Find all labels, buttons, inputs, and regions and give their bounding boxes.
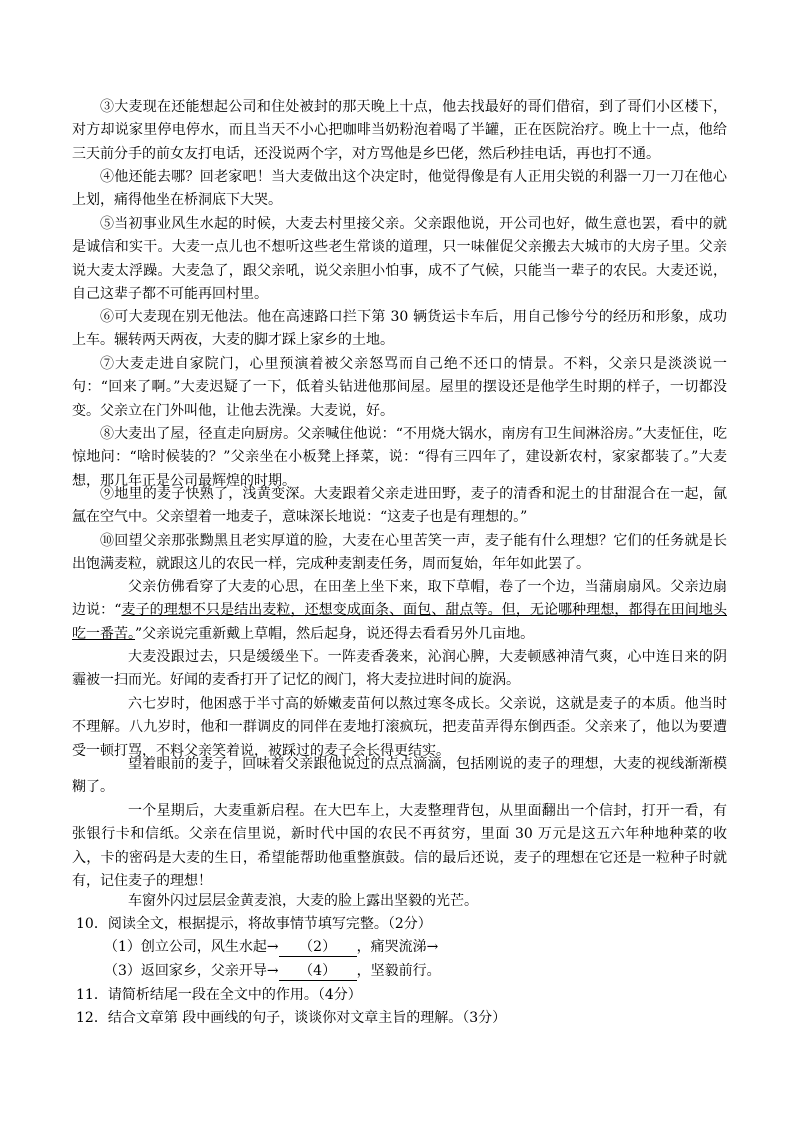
paragraph-13: 六七岁时，他困惑于半寸高的娇嫩麦苗何以熬过寒冬成长。父亲说，这就是麦子的本质。他当时不理解。八九岁时，他和一群调皮的同伴在麦地打滚疯玩，把麦苗弄得东倒西歪。父亲来了，他以为要遭受一顿打骂，不料父亲笑着说，被踩过的麦子会长得更结实。 <box>72 696 727 759</box>
q10-step-5: ，坚毅前行。 <box>356 963 441 979</box>
paragraph-4: ④他还能去哪？回老家吧！当大麦做出这个决定时，他觉得像是有人正用尖锐的利器一刀一刀在他心上划，痛得他坐在桥洞底下大哭。 <box>72 169 727 209</box>
q10-step-3b: （3）返回家乡，父亲开导→ <box>104 963 279 979</box>
paragraph-12: 大麦没跟过去，只是缓缓坐下。一阵麦香袭来，沁润心脾，大麦顿感神清气爽，心中连日来的阴霾被一扫而光。好闻的麦香打开了记忆的阀门，将大麦拉进时间的旋涡。 <box>72 649 727 689</box>
paragraph-8: ⑧大麦出了屋，径直走向厨房。父亲喊住他说：“不用烧大锅水，南房有卫生间淋浴房。”大麦怔住，吃惊地问：“啥时候装的？”父亲坐在小板凳上择菜，说：“得有三四年了，建设新农村，家家都装了。”大麦想，那几年正是公司最辉煌的时期。 <box>72 426 727 489</box>
question-10: 10．阅读全文，根据提示，将故事情节填写完整。（2分） <box>76 916 432 932</box>
paragraph-16: 车窗外闪过层层金黄麦浪，大麦的脸上露出坚毅的光芒。 <box>128 893 478 909</box>
paragraph-10: ⑩回望父亲那张黝黑且老实厚道的脸，大麦在心里苦笑一声，麦子能有什么理想？它们的任务就是长出饱满麦粒，就跟这儿的农民一样，完成种麦割麦任务，周而复始，年年如此罢了。 <box>72 533 727 573</box>
paragraph-11-tail: ”父亲说完重新戴上草帽，然后起身，说还得去看看另外几亩地。 <box>135 625 535 642</box>
answer-blank-2[interactable]: （2） <box>279 938 357 957</box>
paragraph-9: ⑨地里的麦子快熟了，浅黄变深。大麦跟着父亲走进田野，麦子的清香和泥土的甘甜混合在一起，氤氲在空气中。父亲望着一地麦子，意味深长地说：“这麦子也是有理想的。” <box>72 486 727 526</box>
paragraph-3: ③大麦现在还能想起公司和住处被封的那天晚上十点，他去找最好的哥们借宿，到了哥们小区楼下，对方却说家里停电停水，而且当天不小心把咖啡当奶粉泡着喝了半罐，正在医院治疗。晚上十一点，他给三天前分手的前女友打电话，还没说两个字，对方骂他是乡巴佬，然后秒挂电话，再也打不通。 <box>72 99 727 162</box>
q10-step-1: （1）创立公司，风生水起→ <box>104 939 279 955</box>
answer-blank-4[interactable]: （4） <box>279 962 357 981</box>
underlined-sentence: 麦子的理想不只是结出麦粒，还想变成面条、面包、甜点等。但，无论哪种理想，都得在田间地头吃一番苦。 <box>72 602 727 642</box>
q10-step-3: ，痛哭流涕→ <box>356 939 439 955</box>
paragraph-15: 一个星期后，大麦重新启程。在大巴车上，大麦整理背包，从里面翻出一个信封，打开一看，有张银行卡和信纸。父亲在信里说，新时代中国的农民不再贫穷，里面 30 万元是这五六年种地种菜的收入，卡的密码是大麦的生日，希望能帮助他重整旗鼓。信的最后还说，麦子的理想在它还是一粒种子时就有，记住麦子的理想！ <box>72 803 727 890</box>
question-10-line-2 <box>104 960 441 983</box>
paragraph-7: ⑦大麦走进自家院门，心里预演着被父亲怒骂而自己绝不还口的情景。不料，父亲只是淡淡说一句：“回来了啊。”大麦迟疑了一下，低着头钻进他那间屋。屋里的摆设还是他学生时期的样子，一切都没变。父亲立在门外叫他，让他去洗澡。大麦说，好。 <box>72 356 727 419</box>
question-11: 11．请简析结尾一段在全文中的作用。（4分） <box>76 987 362 1003</box>
paragraph-6: ⑥可大麦现在别无他法。他在高速路口拦下第 30 辆货运卡车后，用自己惨兮兮的经历和形象，成功上车。辗转两天两夜，大麦的脚才踩上家乡的土地。 <box>72 309 727 349</box>
paragraph-11 <box>72 576 727 646</box>
paragraph-11-lead: 父亲仿佛看穿了大麦的心思，在田垄上坐下来，取下草帽，卷了一个边，当蒲扇扇风。父亲边扇边说：“ <box>72 579 727 619</box>
question-12: 12．结合文章第 段中画线的句子，谈谈你对文章主旨的理解。（3分） <box>76 1010 507 1026</box>
paragraph-14: 望着眼前的麦子，回味着父亲跟他说过的点点滴滴，包括刚说的麦子的理想，大麦的视线渐渐模糊了。 <box>72 756 727 796</box>
paragraph-5: ⑤当初事业风生水起的时候，大麦去村里接父亲。父亲跟他说，开公司也好，做生意也罢，看中的就是诚信和实干。大麦一点儿也不想听这些老生常谈的道理，只一味催促父亲搬去大城市的大房子里。父亲说大麦太浮躁。大麦急了，跟父亲吼，说父亲胆小怕事，成不了气候，只能当一辈子的农民。大麦还说，自己这辈子都不可能再回村里。 <box>72 216 727 303</box>
question-10-line-1 <box>104 936 438 959</box>
